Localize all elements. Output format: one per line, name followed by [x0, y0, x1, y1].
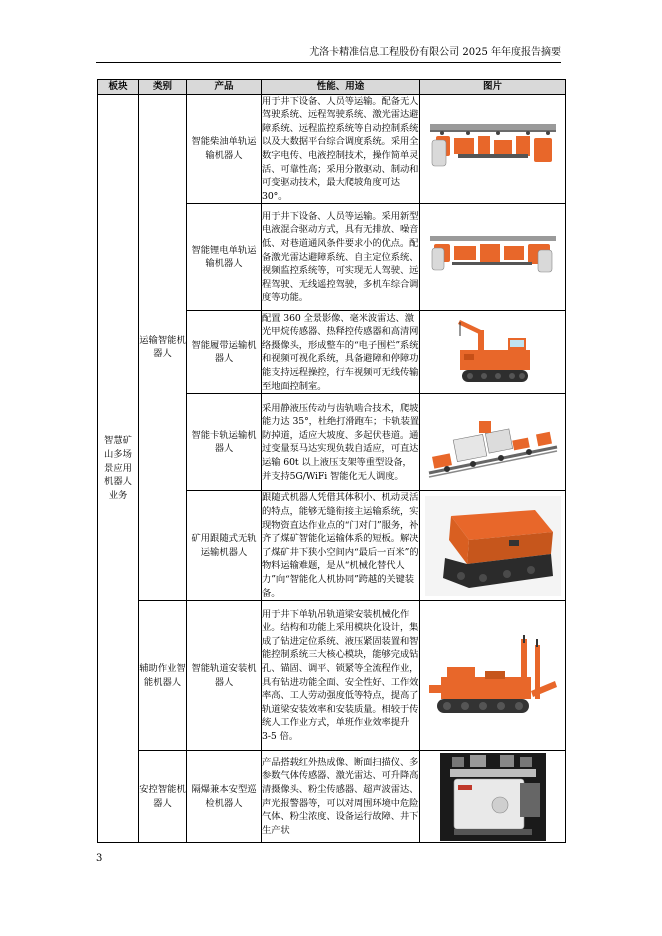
product-cell: 矿用跟随式无轨运输机器人 [187, 491, 262, 601]
product-cell: 智能履带运输机器人 [187, 311, 262, 394]
inspection-robot-image [440, 753, 546, 841]
description-cell: 跟随式机器人凭借其体积小、机动灵活的特点，能够无缝衔接主运输系统，实现物资直达作业点的“门对门”服务，补齐了煤矿智能化运输体系的短板。解决了煤矿井下狭小空间内“最后一百米”的物料运输难题，是从“机械化替代人力”向“智能化人机协同”跨越的关键装备。 [262, 491, 420, 601]
orange-monorail-lithium-image [428, 232, 558, 282]
image-cell [420, 751, 566, 843]
product-cell: 智能轨道安装机器人 [187, 601, 262, 751]
description-cell: 用于井下单轨吊轨道梁安装机械化作业。结构和功能上采用模块化设计，集成了钻进定位系统、液压紧固装置和智能控制系统三大核心模块，能够完成钻孔、锚固、调平、锁紧等全流程作业，具有钻进功能全面、安全性好、工作效率高、工人劳动强度低等特点，提高了轨道梁安装效率和安装质量。相较于传统人工作业方式，单班作业效率提升 3-5 倍。 [262, 601, 420, 751]
orange-follow-cart-image [425, 496, 561, 596]
header-sector: 板块 [98, 80, 139, 95]
description-cell: 用于井下设备、人员等运输。采用新型电液混合驱动方式，具有无排放、噪音低、对巷道通风条件要求小的优点。配备激光雷达避障系统、自主定位系统、视频监控系统等，可实现无人驾驶、远程驾驶、无线遥控驾驶，多机车综合调度等功能。 [262, 204, 420, 311]
description-cell: 用于井下设备、人员等运输。配备无人驾驶系统、远程驾驶系统、激光雷达避障系统、远程监控系统等自动控制系统以及大数据平台综合调度系统。采用全数字电传、电液控制技术，操作简单灵活、可靠性高；采用分散驱动、制动和可变驱动技术，最大爬坡角度可达 30°。 [262, 94, 420, 204]
image-cell [420, 601, 566, 751]
product-cell: 智能卡轨运输机器人 [187, 394, 262, 491]
image-cell [420, 204, 566, 311]
image-cell [420, 394, 566, 491]
description-cell: 配置 360 全景影像、毫米波雷达、激光甲烷传感器、热释控传感器和高清网络摄像头，形成整车的“电子围栏”系统和视频可视化系统，具备避障和停障功能支持远程操控，行车视频可无线传输至地面控制室。 [262, 311, 420, 394]
orange-crawler-crane-image [448, 316, 538, 388]
product-cell: 隔爆兼本安型巡检机器人 [187, 751, 262, 843]
page-number: 3 [96, 853, 103, 864]
rail-transport-train-image [425, 403, 561, 481]
header-category: 类别 [139, 80, 187, 95]
table-row [98, 751, 566, 843]
report-header: 尤洛卡精准信息工程股份有限公司 2025 年年度报告摘要 [309, 47, 561, 58]
product-cell: 智能柴油单轨运输机器人 [187, 94, 262, 204]
orange-drill-installer-image [425, 621, 561, 731]
table-header-row [98, 80, 566, 95]
image-cell [420, 311, 566, 394]
category-cell-safety: 安控智能机器人 [139, 751, 187, 843]
description-cell: 采用静液压传动与齿轨啮合技术，爬坡能力达 35°，杜绝打滑跑车；卡轨装置防掉道，适应大坡度、多起伏巷道。通过变量泵马达实现负载自适应，可直达运输 60t 以上液压支架等重型设备，并支持5G/WiFi 智能化无人调度。 [262, 394, 420, 491]
sector-cell: 智慧矿山多场景应用机器人业务 [98, 94, 139, 843]
description-cell: 产品搭载红外热成像、断面扫描仪、多参数气体传感器、激光雷达、可升降高清摄像头、粉尘传感器、超声波雷达、声光报警器等，可以对周围环境中危险气体、粉尘浓度、设备运行故障、井下生产状 [262, 751, 420, 843]
orange-monorail-diesel-image [428, 120, 558, 178]
header-performance: 性能、用途 [262, 80, 420, 95]
image-cell [420, 94, 566, 204]
category-cell-transport: 运输智能机器人 [139, 94, 187, 601]
category-cell-assist: 辅助作业智能机器人 [139, 601, 187, 751]
product-table [97, 79, 566, 843]
header-product: 产品 [187, 80, 262, 95]
header-image: 图片 [420, 80, 566, 95]
product-cell: 智能锂电单轨运输机器人 [187, 204, 262, 311]
header-rule [96, 62, 561, 63]
table-row [98, 601, 566, 751]
image-cell [420, 491, 566, 601]
table-row [98, 94, 566, 204]
